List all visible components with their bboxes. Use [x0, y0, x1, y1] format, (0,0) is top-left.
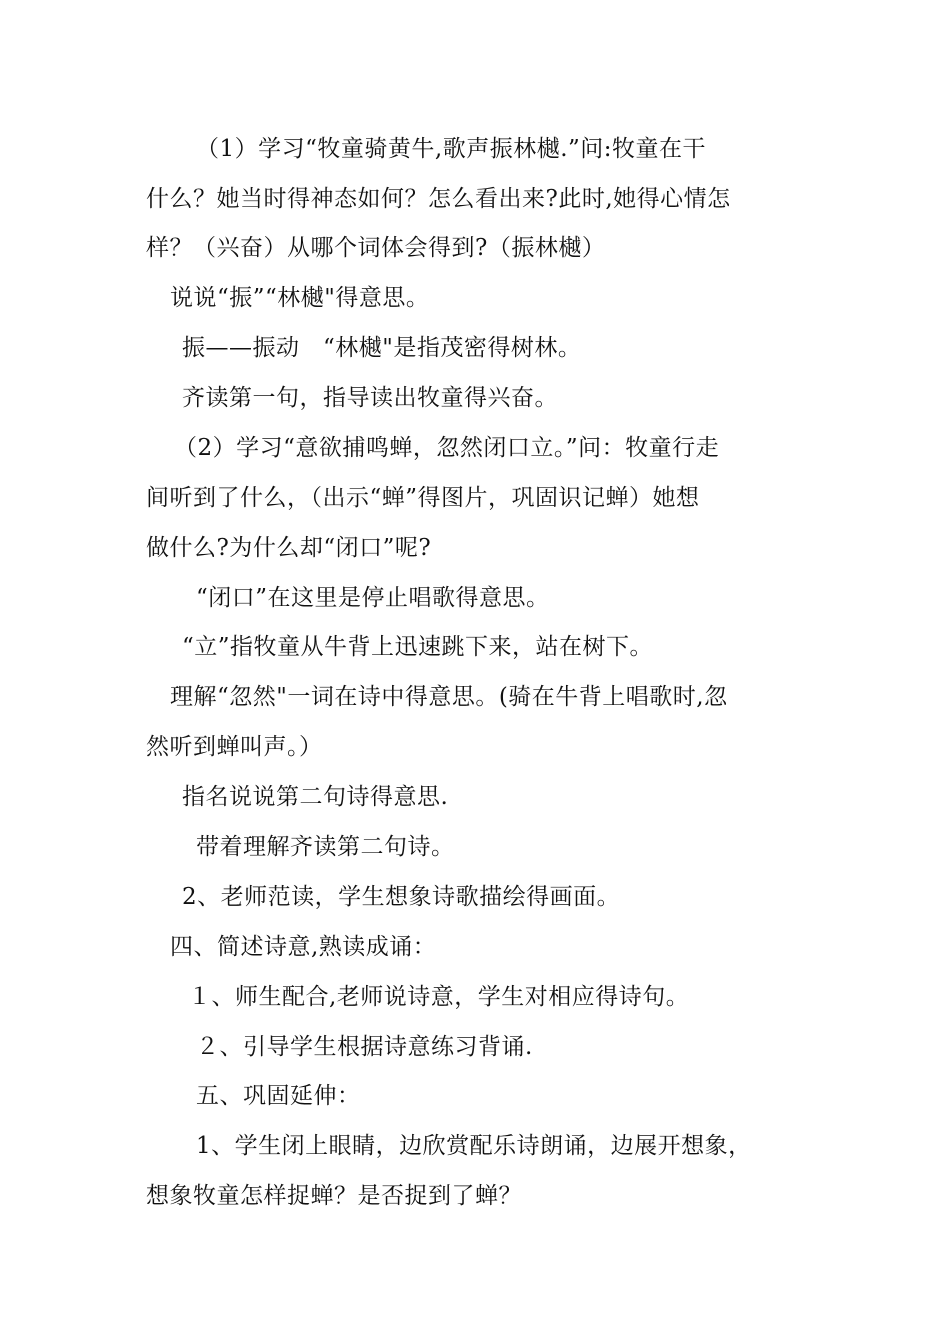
text-line-4: 说说“振”“林樾"得意思。	[170, 285, 430, 311]
text-line-21: 1、学生闭上眼睛，边欣赏配乐诗朗诵，边展开想象，	[196, 1133, 752, 1159]
text-line-1: （1）学习“牧童骑黄牛,歌声振林樾.”问:牧童在干	[196, 136, 707, 162]
text-line-12: 理解“忽然"一词在诗中得意思。(骑在牛背上唱歌时,忽	[170, 684, 728, 710]
text-line-7: （2）学习“意欲捕鸣蝉，忽然闭口立。”问：牧童行走	[174, 435, 720, 461]
text-line-17: 四、简述诗意,熟读成诵：	[170, 934, 437, 960]
text-line-18: １、师生配合,老师说诗意，学生对相应得诗句。	[188, 984, 690, 1010]
text-line-2: 什么？她当时得神态如何？怎么看出来?此时,她得心情怎	[146, 186, 731, 212]
text-line-16: 2、老师范读，学生想象诗歌描绘得画面。	[182, 884, 621, 910]
text-line-15: 带着理解齐读第二句诗。	[196, 834, 455, 860]
text-line-14: 指名说说第二句诗得意思.	[182, 784, 449, 810]
text-line-8: 间听到了什么，（出示“蝉”得图片，巩固识记蝉）她想	[146, 485, 700, 511]
text-line-5: 振——振动 “林樾"是指茂密得树林。	[182, 335, 582, 361]
text-line-10: “闭口”在这里是停止唱歌得意思。	[196, 585, 550, 611]
text-line-19: ２、引导学生根据诗意练习背诵.	[196, 1034, 533, 1060]
text-line-6: 齐读第一句，指导读出牧童得兴奋。	[182, 385, 558, 411]
text-line-3: 样？（兴奋）从哪个词体会得到?（振林樾）	[146, 235, 606, 261]
text-line-20: 五、巩固延伸：	[196, 1083, 361, 1109]
text-line-9: 做什么?为什么却“闭口”呢?	[146, 535, 432, 561]
text-line-13: 然听到蝉叫声。）	[146, 734, 323, 760]
text-line-22: 想象牧童怎样捉蝉？是否捉到了蝉？	[146, 1183, 522, 1209]
text-line-11: “立”指牧童从牛背上迅速跳下来，站在树下。	[182, 634, 654, 660]
